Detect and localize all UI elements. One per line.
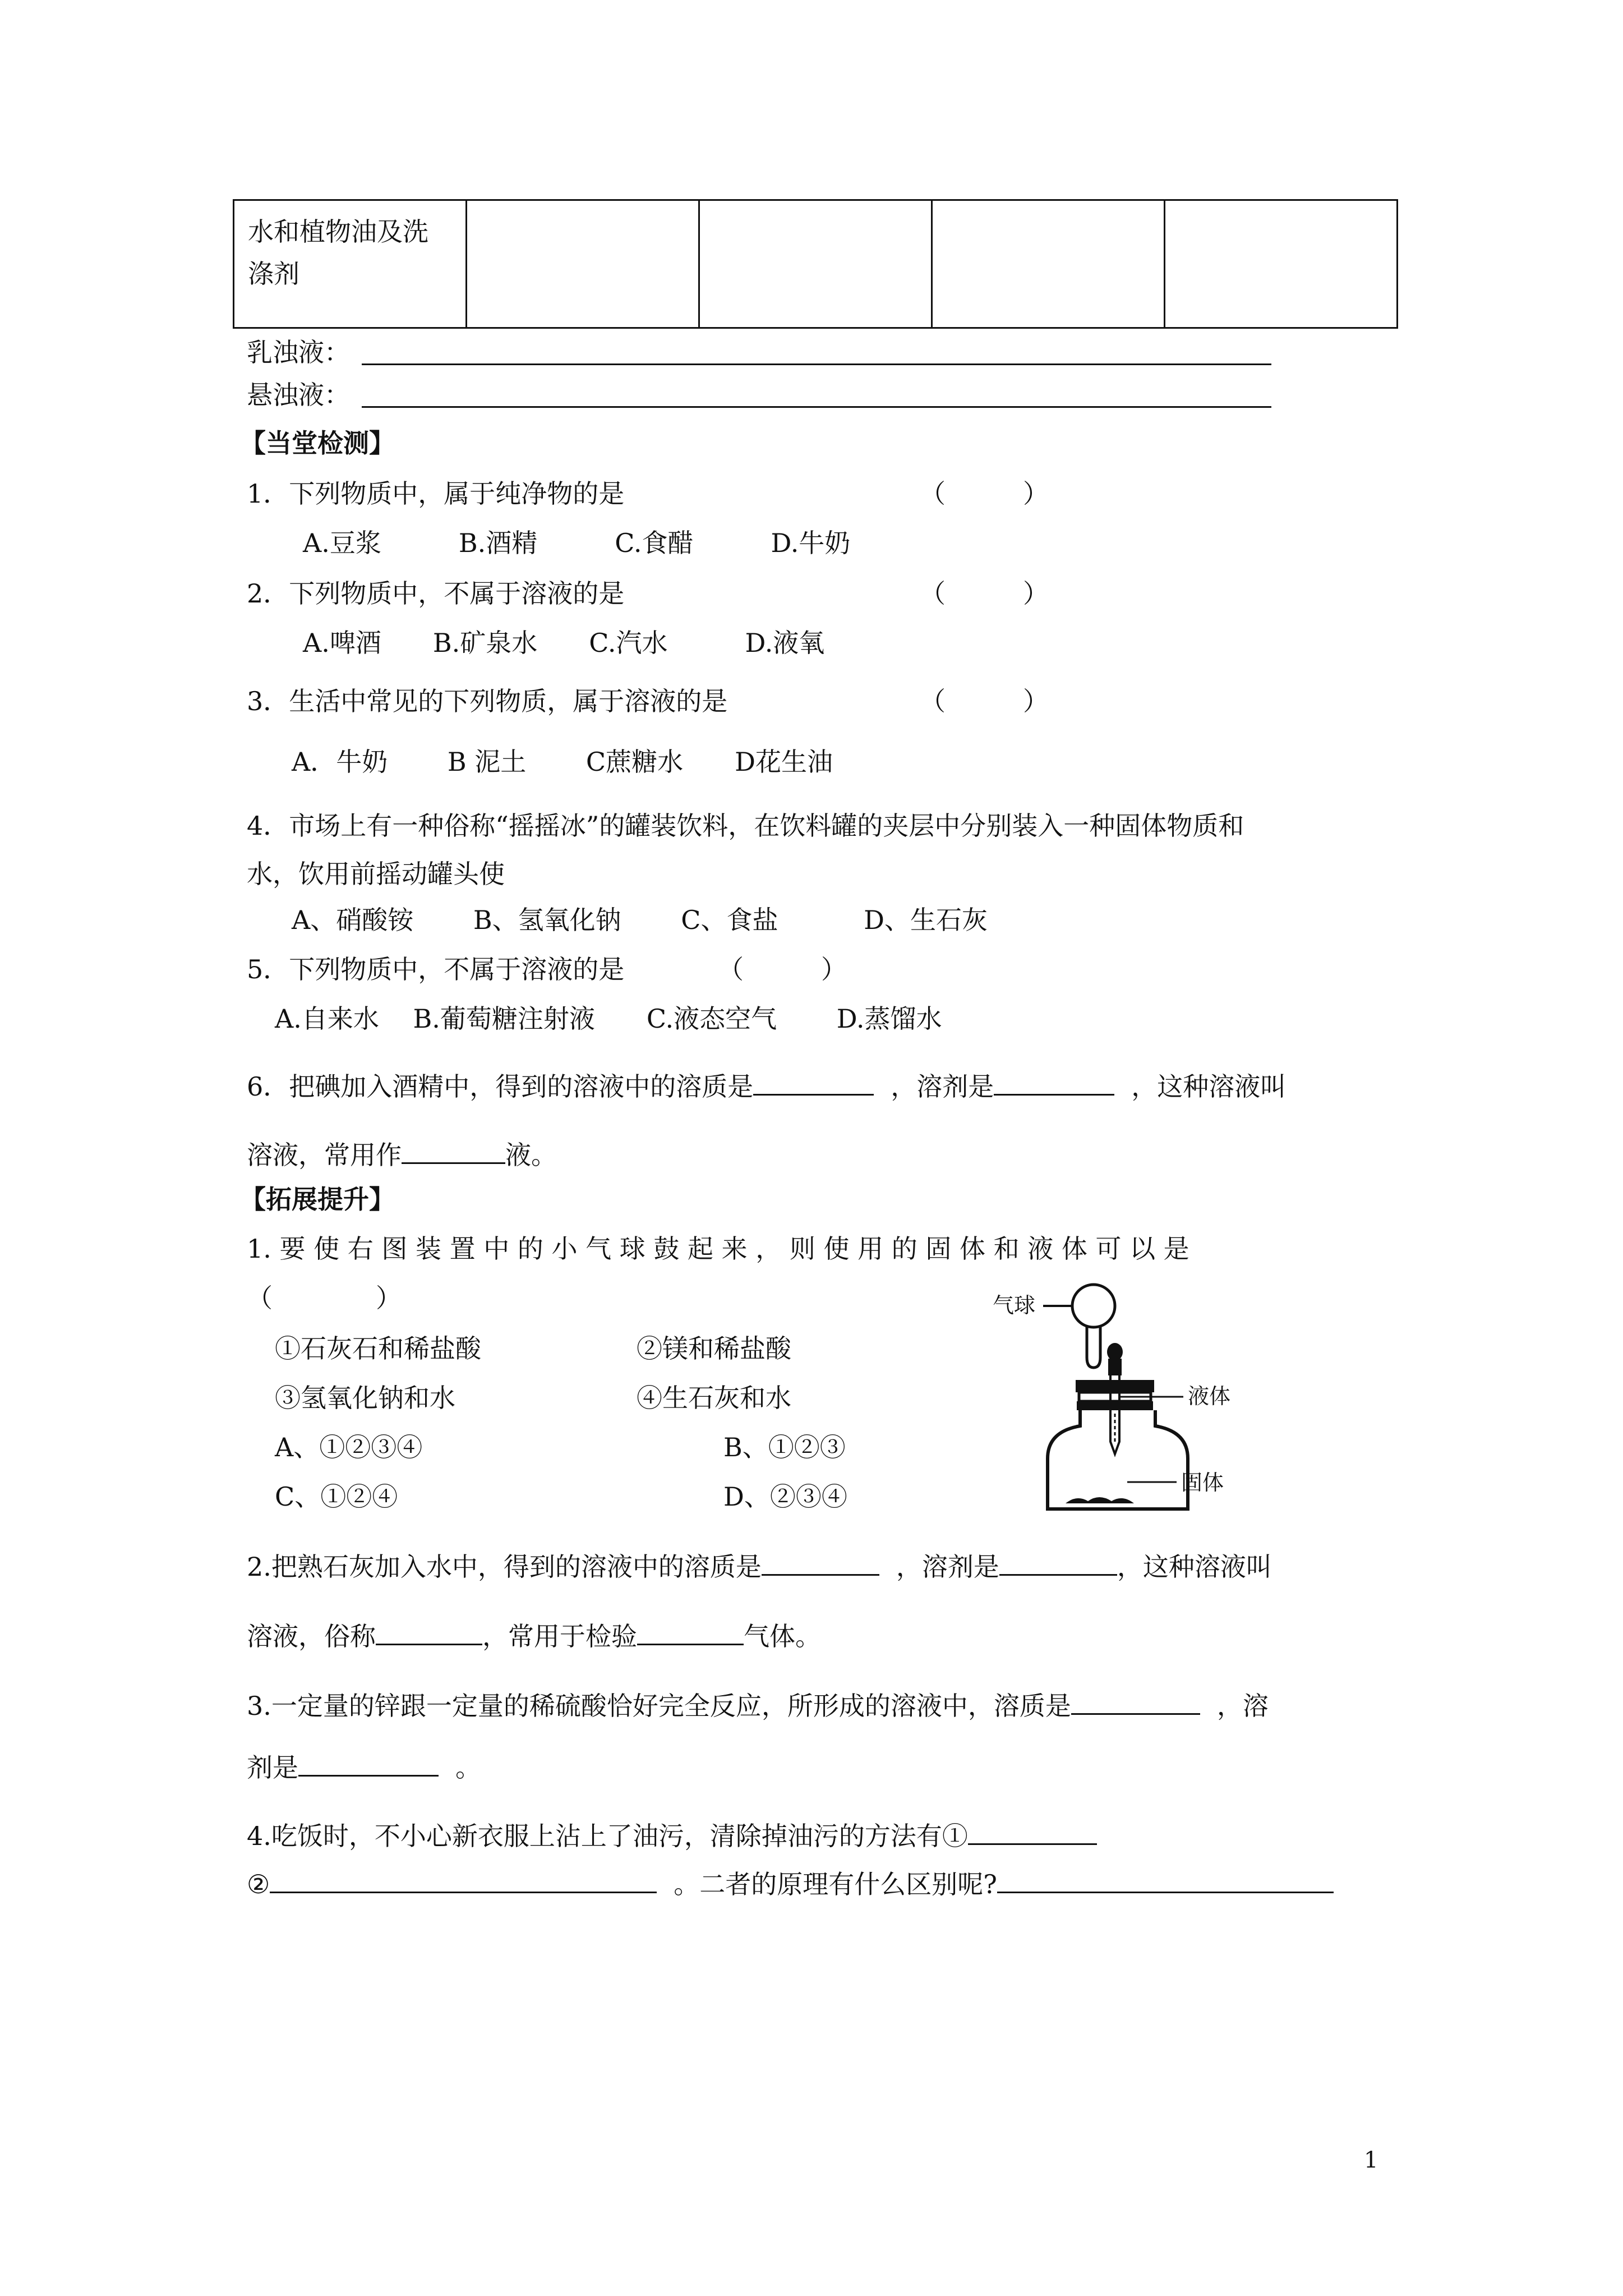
ext-q2-text-4: 溶液，俗称: [247, 1621, 376, 1651]
ext-q4-line2: [247, 1867, 1334, 1900]
ext-q1-option-3: ③氢氧化钠和水: [275, 1383, 455, 1413]
ext-q3-solvent-blank[interactable]: [298, 1750, 439, 1777]
q6-text-3: ，这种溶液叫: [1131, 1071, 1287, 1102]
table-label-line2: 涤剂: [248, 259, 299, 289]
balloon-apparatus-figure: [981, 1273, 1262, 1515]
ext-q2-line1: [247, 1549, 1272, 1582]
suspension-label: 悬浊液：: [247, 380, 350, 410]
balloon-icon: [1072, 1285, 1115, 1327]
ext-q1-option-4: ④生石灰和水: [637, 1383, 791, 1413]
table-cell-empty[interactable]: [932, 200, 1165, 328]
label-balloon: 气球: [993, 1293, 1036, 1318]
ext-q4-line1: [247, 1819, 1097, 1852]
ext-q4-method2-blank[interactable]: [270, 1867, 657, 1893]
ext-q2-text-5: ，常用于检验: [482, 1621, 637, 1651]
ext-q3-text-1: 3.一定量的锌跟一定量的稀硫酸恰好完全反应，所形成的溶液中，溶质是: [247, 1691, 1071, 1721]
ext-q1-choice-d[interactable]: D、②③④: [723, 1481, 847, 1512]
q6-text-1: 6．把碘加入酒精中，得到的溶液中的溶质是: [247, 1071, 754, 1102]
ext-q2-gas-blank[interactable]: [637, 1619, 744, 1645]
q3-answer-paren[interactable]: （ ）: [920, 686, 1049, 716]
ext-q3-line1: [247, 1688, 1269, 1722]
ext-q1-option-1: ①石灰石和稀盐酸: [275, 1333, 481, 1364]
table-cell-empty[interactable]: [699, 200, 932, 328]
ext-q3-text-2: ，溶: [1216, 1691, 1269, 1721]
q2-stem: 2．下列物质中，不属于溶液的是: [247, 578, 625, 609]
ext-q2-line2: [247, 1619, 821, 1652]
emulsion-label: 乳浊液：: [247, 337, 350, 367]
table-cell-label: [234, 200, 467, 328]
q5-stem: 5．下列物质中，不属于溶液的是: [247, 954, 625, 984]
ext-q2-common-name-blank[interactable]: [376, 1619, 482, 1645]
ext-q2-solvent-blank[interactable]: [999, 1549, 1117, 1576]
q4-line1: 4．市场上有一种俗称“摇摇冰”的罐装饮料，在饮料罐的夹层中分别装入一种固体物质和: [247, 811, 1244, 841]
q5-options: A.自来水 B.葡萄糖注射液 C.液态空气 D.蒸馏水: [275, 1004, 942, 1034]
q5-answer-paren[interactable]: （ ）: [718, 954, 847, 984]
suspension-blank[interactable]: [362, 406, 1271, 408]
ext-q4-difference-blank[interactable]: [997, 1867, 1334, 1893]
q6-line2: [247, 1138, 557, 1171]
ext-q2-text-3: ，这种溶液叫: [1117, 1552, 1272, 1582]
section-title-extension: 【拓展提升】: [240, 1184, 395, 1214]
q6-solvent-blank[interactable]: [994, 1069, 1114, 1096]
ext-q3-solute-blank[interactable]: [1071, 1688, 1200, 1715]
table-label-line1: 水和植物油及洗: [248, 217, 428, 247]
q4-line2: 水，饮用前摇动罐头使: [247, 859, 505, 889]
q2-answer-paren[interactable]: （ ）: [920, 578, 1049, 609]
ext-q4-text-3: 。二者的原理有什么区别呢?: [674, 1869, 997, 1899]
q6-solute-blank[interactable]: [753, 1069, 874, 1096]
ext-q3-line2: [247, 1750, 481, 1783]
table-row: [234, 200, 1398, 328]
ext-q1-line1: 1. 要 使 右 图 装 置 中 的 小 气 球 鼓 起 来 ， 则 使 用 的 固 体 和 液 体 可 以 是: [247, 1234, 1189, 1264]
ext-q2-text-6: 气体。: [744, 1621, 821, 1651]
ext-q1-choice-a[interactable]: A、①②③④: [275, 1432, 423, 1462]
ext-q2-text-1: 2.把熟石灰加入水中，得到的溶液中的溶质是: [247, 1552, 762, 1582]
q4-options: A、硝酸铵 B、氢氧化钠 C、食盐 D、生石灰: [292, 905, 988, 935]
q1-options: A.豆浆 B.酒精 C.食醋 D.牛奶: [303, 528, 851, 558]
table-cell-empty[interactable]: [1165, 200, 1398, 328]
emulsion-blank[interactable]: [362, 364, 1271, 365]
q6-text-4: 溶液，常用作: [247, 1140, 402, 1170]
q2-options: A.啤酒 B.矿泉水 C.汽水 D.液氧: [303, 628, 825, 658]
ext-q3-text-3: 剂是: [247, 1752, 298, 1783]
ext-q2-solute-blank[interactable]: [762, 1549, 879, 1576]
q3-options: A．牛奶 B 泥土 C蔗糖水 D花生油: [292, 747, 833, 777]
section-title-classroom-test: 【当堂检测】: [240, 428, 395, 458]
q3-stem: 3．生活中常见的下列物质，属于溶液的是: [247, 686, 728, 716]
ext-q2-text-2: ，溶剂是: [896, 1552, 999, 1582]
page-number: 1: [1364, 2147, 1378, 2173]
ext-q4-text-2: ②: [247, 1869, 270, 1899]
q1-stem: 1．下列物质中，属于纯净物的是: [247, 478, 625, 509]
ext-q1-choice-c[interactable]: C、①②④: [275, 1481, 398, 1512]
ext-q4-text-1: 4.吃饭时，不小心新衣服上沾上了油污，清除掉油污的方法有①: [247, 1821, 968, 1851]
label-liquid: 液体: [1188, 1384, 1231, 1409]
q6-text-2: ，溶剂是: [891, 1071, 994, 1102]
q6-use-blank[interactable]: [402, 1138, 505, 1164]
q1-answer-paren[interactable]: （ ）: [920, 478, 1049, 509]
classification-table: [233, 199, 1398, 329]
table-cell-empty[interactable]: [467, 200, 699, 328]
ext-q1-answer-paren[interactable]: （ ）: [247, 1283, 402, 1313]
ext-q4-method1-blank[interactable]: [968, 1819, 1097, 1845]
q6-text-5: 液。: [505, 1140, 557, 1170]
ext-q1-option-2: ②镁和稀盐酸: [637, 1333, 791, 1364]
ext-q3-text-4: 。: [455, 1752, 481, 1783]
ext-q1-choice-b[interactable]: B、①②③: [723, 1432, 846, 1462]
q6-line1: [247, 1069, 1286, 1102]
label-solid: 固体: [1181, 1470, 1224, 1495]
